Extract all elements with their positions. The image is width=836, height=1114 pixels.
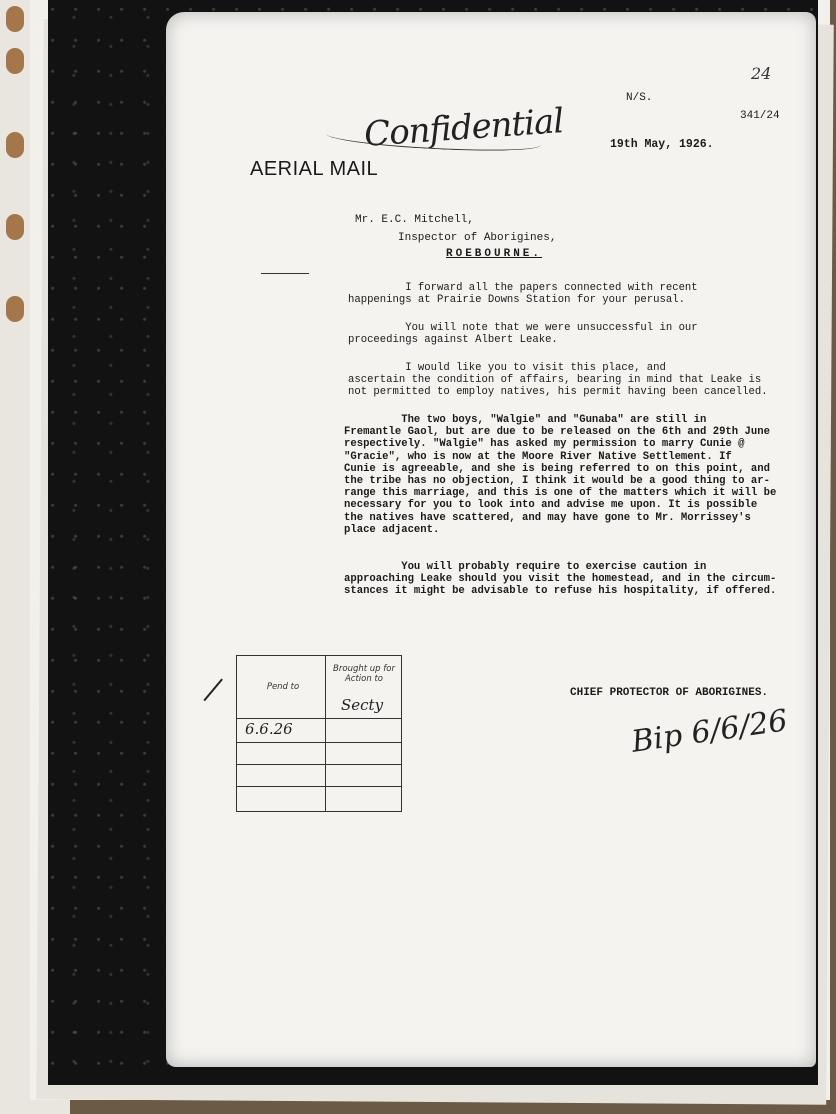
punch-hole [6,296,24,322]
punch-hole [6,48,24,74]
paragraph-line: the tribe has no objection, I think it would be a good thing to ar- [344,475,770,488]
paragraph-line: approaching Leake should you visit the homestead, and in the circum- [344,573,777,586]
confidential-annotation: Confidential [362,101,565,155]
punch-hole [6,214,24,240]
reference-line-2: 341/24 [740,110,780,122]
paragraph-line: the natives have scattered, and may have gone to Mr. Morrissey's [344,511,751,524]
reference-line-1: N/S. [626,92,653,104]
handwritten-initials: Bip 6/6/26 [629,703,790,760]
signature-block: CHIEF PROTECTOR OF ABORIGINES. [570,687,769,699]
stamp-row-line [237,718,401,719]
paragraph-2 [348,322,698,346]
aerial-mail-stamp: AERIAL MAIL [250,158,379,180]
paragraph-line: not permitted to employ natives, his permit having been cancelled. [348,386,768,399]
punch-hole [6,132,24,158]
handwritten-page-number: 24 [751,64,772,83]
paragraph-4 [344,414,776,536]
paragraph-line: ascertain the condition of affairs, bearing in mind that Leake is [348,374,762,387]
paragraph-line: "Gracie", who is now at the Moore River Native Settlement. If [344,450,732,463]
addressee-title: Inspector of Aborigines, [398,232,557,244]
paragraph-3 [348,362,768,399]
paragraph-line: Cunie is agreeable, and she is being referred to on this point, and [344,462,770,475]
paragraph-line: respectively. "Walgie" has asked my permission to marry Cunie @ [344,438,745,451]
stamp-row-line [237,742,401,743]
routing-stamp [236,655,402,812]
paragraph-line: stances it might be advisable to refuse his hospitality, if offered. [344,585,777,598]
paragraph-line: The two boys, "Walgie" and "Gunaba" are still in [344,414,707,426]
stamp-pend-to-label: Pend to [266,682,300,692]
stamp-handwritten-secty: Secty [341,696,384,714]
paragraph-line: You will probably require to exercise caution in [344,561,707,573]
stamp-brought-up-label: Brought up for Action to [333,664,395,684]
stamp-row-line [237,786,401,787]
punch-hole [6,6,24,32]
paragraph-line: You will note that we were unsuccessful in our [348,322,698,334]
paragraph-line: necessary for you to look into and advise me upon. It is possible [344,499,758,512]
paragraph-line: range this marriage, and this is one of the matters which it will be [344,487,777,500]
paragraph-line: place adjacent. [344,523,440,536]
addressee-location: ROEBOURNE. [446,248,543,260]
stamp-column-line [325,718,326,811]
photocopy-sheet [48,0,818,1085]
paragraph-line: proceedings against Albert Leake. [348,334,558,347]
paragraph-line: happenings at Prairie Downs Station for your perusal. [348,294,685,307]
paragraph-5 [344,561,776,598]
stamp-handwritten-date: 6.6.26 [245,720,293,738]
addressee-name: Mr. E.C. Mitchell, [355,214,474,226]
paragraph-line: I would like you to visit this place, and [348,362,666,374]
paragraph-line: I forward all the papers connected with recent [348,282,698,294]
stamp-row-line [237,764,401,765]
paragraph-line: Fremantle Gaol, but are due to be released on the 6th and 29th June [344,426,770,439]
letter-date: 19th May, 1926. [610,138,714,151]
paragraph-1 [348,282,698,306]
letter-page [166,12,816,1067]
margin-dash [261,273,309,274]
